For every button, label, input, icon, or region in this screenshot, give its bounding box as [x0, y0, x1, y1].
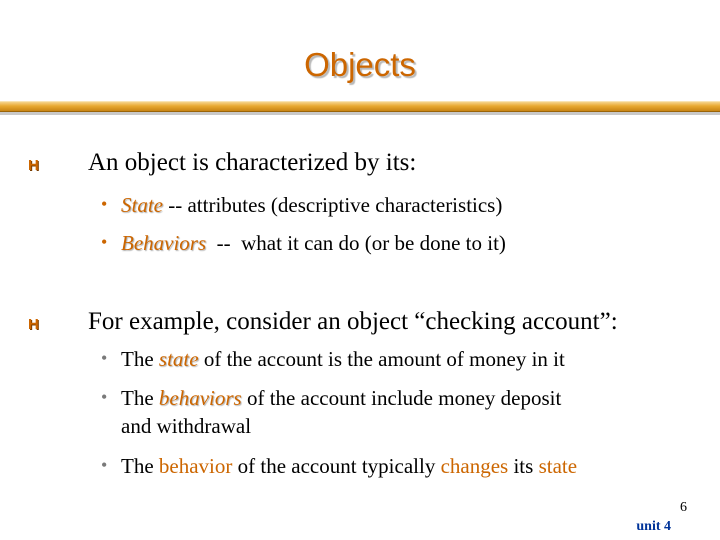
- sub-bullet-account-state: [101, 345, 565, 374]
- behaviors-description: -- what it can do (or be done to it): [206, 231, 506, 255]
- text-of-the-account: of the account typically: [232, 454, 441, 478]
- text-the: The: [121, 386, 159, 410]
- account-behaviors-description: of the account include money deposit: [241, 386, 562, 410]
- sub-bullet-dot: •: [101, 194, 108, 214]
- sub-bullet-behavior-changes-state: [101, 452, 577, 481]
- page-number: 6: [680, 500, 687, 515]
- text-the: The: [121, 347, 159, 371]
- term-state: state: [158, 347, 199, 371]
- text-its: its: [508, 454, 539, 478]
- text-the: The: [121, 454, 159, 478]
- account-behaviors-continuation: and withdrawal: [121, 414, 252, 438]
- sub-bullet-dot: •: [101, 232, 108, 252]
- sub-bullet-account-behaviors: [101, 384, 561, 440]
- h-bullet-icon: H: [28, 157, 39, 174]
- sub-bullet-dot: •: [101, 387, 108, 407]
- slide-title: [0, 46, 720, 84]
- word-behavior: behavior: [158, 454, 233, 478]
- slide-title-text: Objects: [304, 46, 416, 83]
- h-bullet-icon: H: [28, 316, 39, 333]
- state-description: -- attributes (descriptive characteristics): [163, 193, 503, 217]
- term-state: State: [121, 193, 163, 217]
- sub-bullet-state: [101, 191, 502, 220]
- term-behaviors: behaviors: [158, 386, 242, 410]
- account-state-description: of the account is the amount of money in it: [198, 347, 565, 371]
- title-rule-shadow: [0, 112, 720, 115]
- bullet-example: For example, consider an object “checking account”:: [88, 308, 618, 335]
- sub-bullet-dot: •: [101, 348, 108, 368]
- footer-unit-label: unit 4: [636, 519, 671, 534]
- bullet-object-characterized: An object is characterized by its:: [88, 149, 417, 176]
- word-changes: changes: [440, 454, 509, 478]
- term-behaviors: Behaviors: [121, 231, 207, 255]
- sub-bullet-dot: •: [101, 455, 108, 475]
- title-rule: [0, 101, 720, 112]
- word-state: state: [538, 454, 578, 478]
- sub-bullet-behaviors: [101, 229, 506, 258]
